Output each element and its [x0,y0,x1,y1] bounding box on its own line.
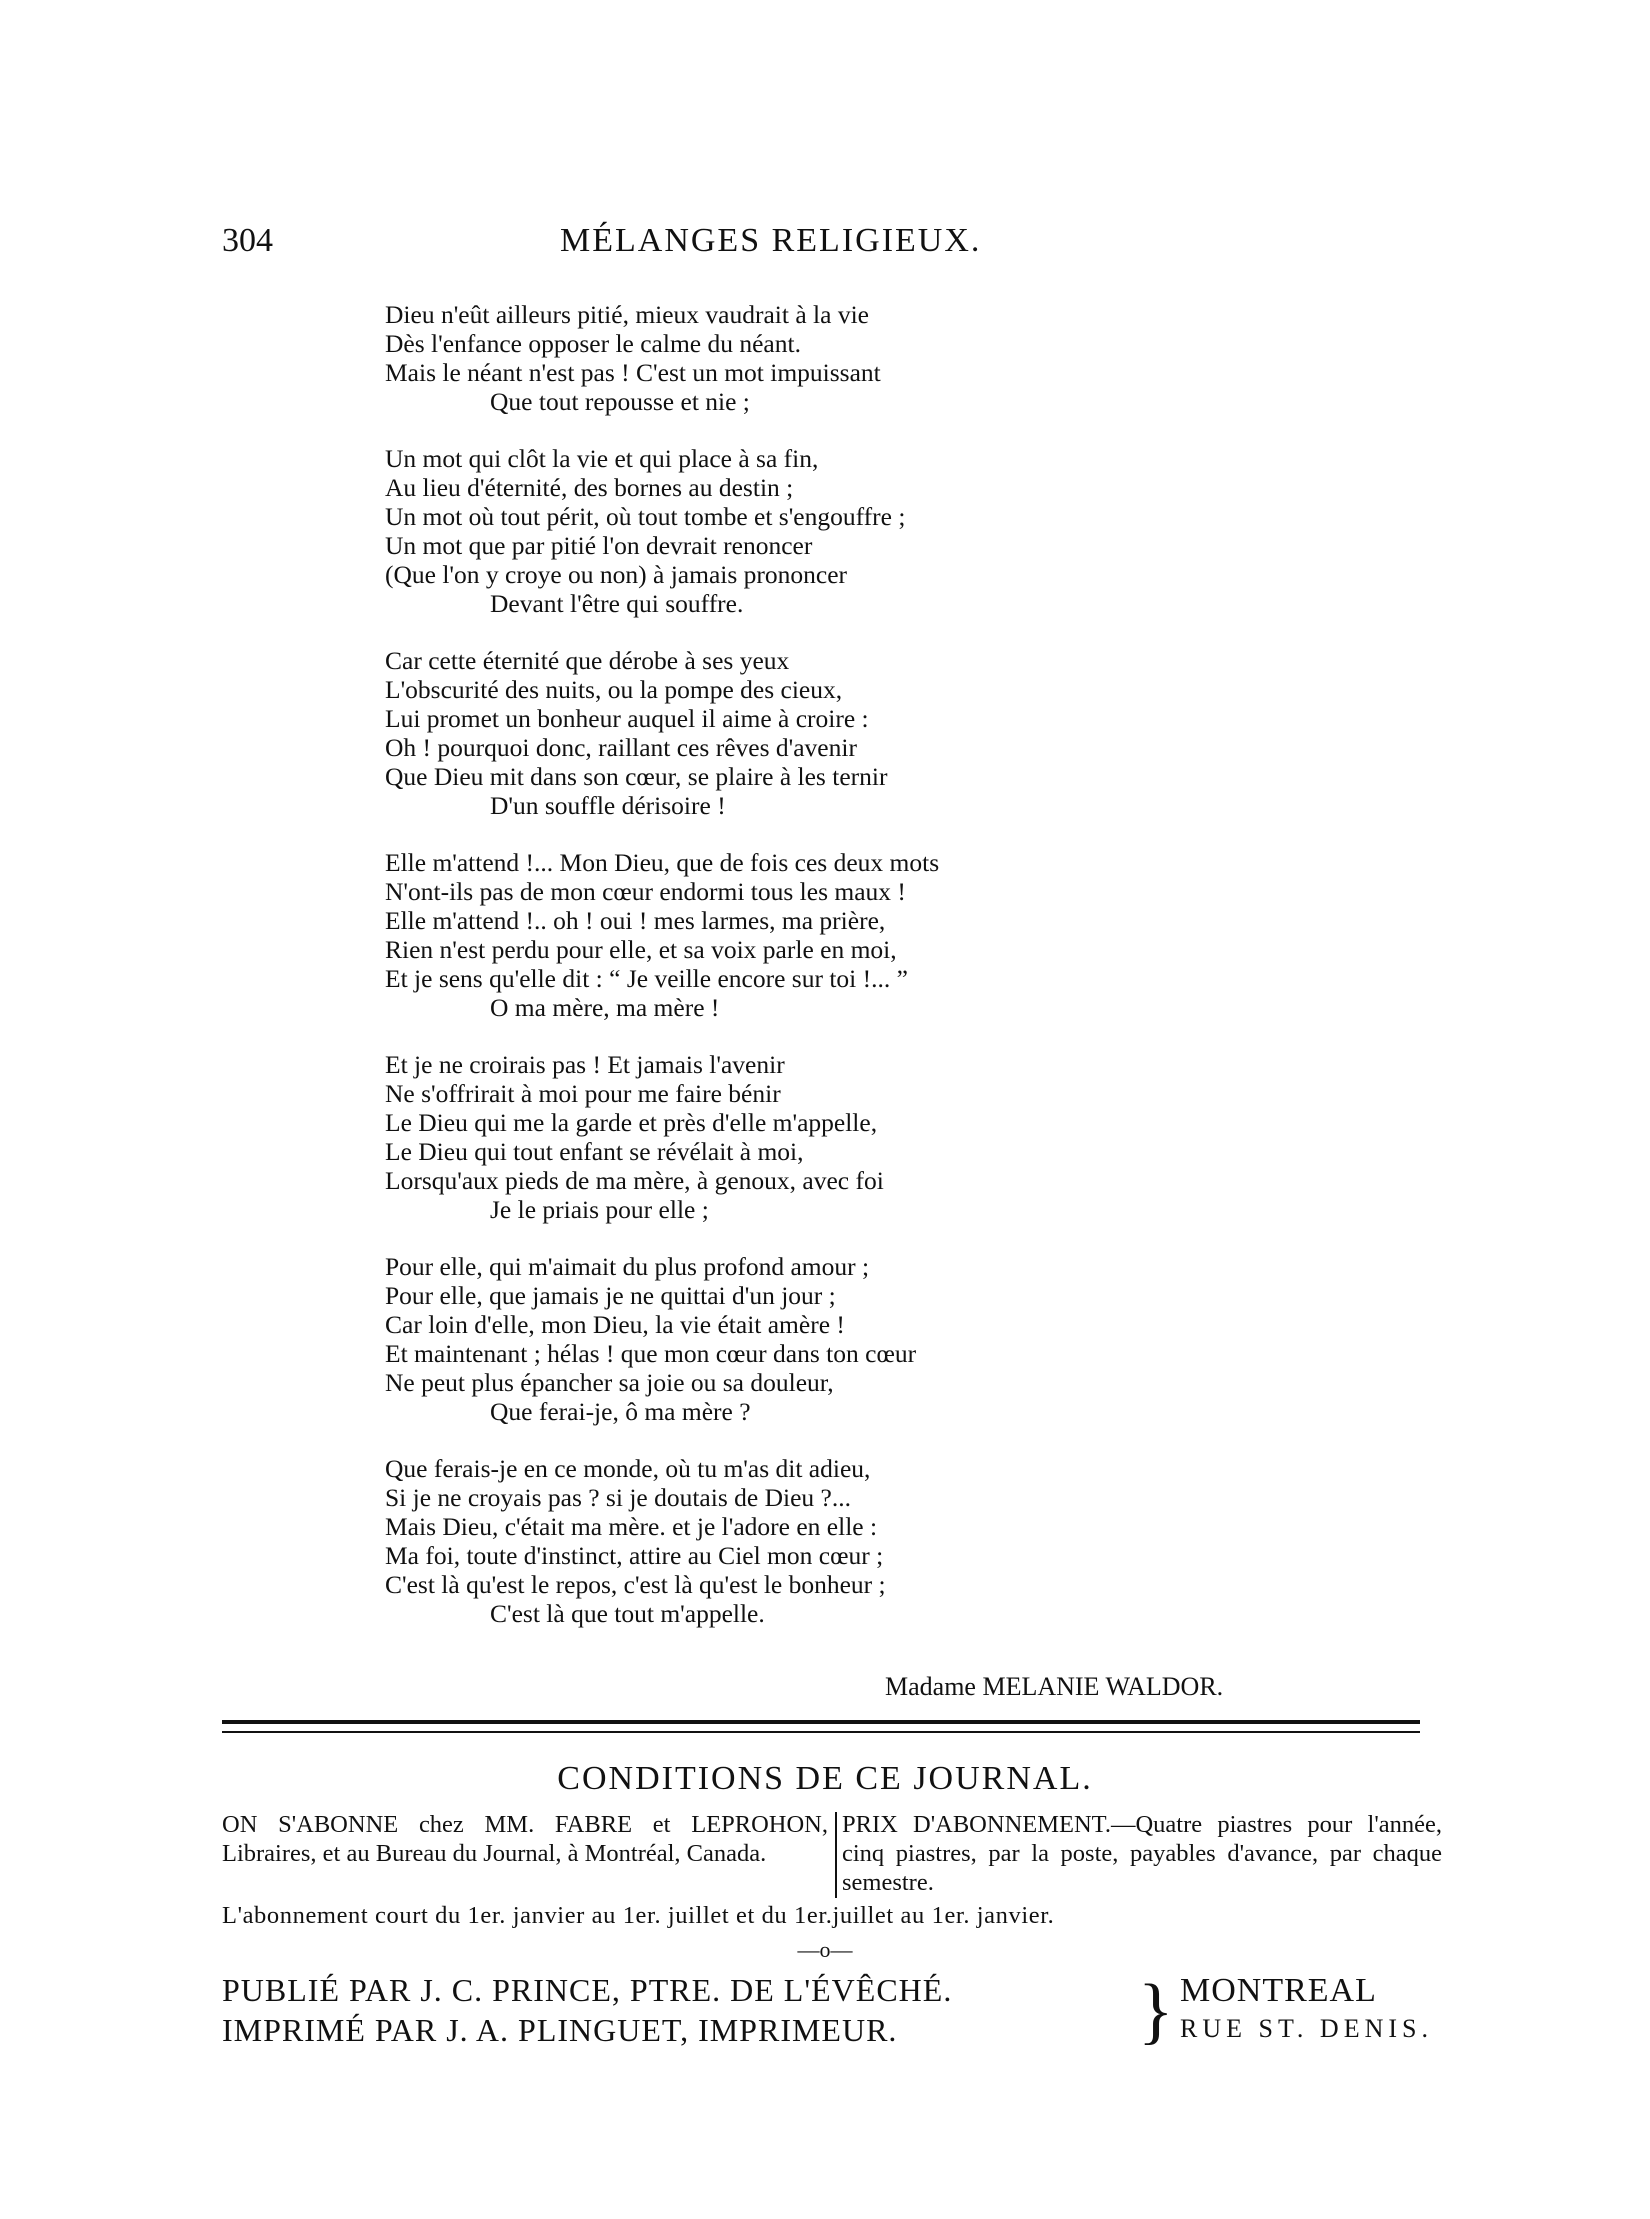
poem-line: Car loin d'elle, mon Dieu, la vie était amère ! [385,1310,845,1339]
poem-line: N'ont-ils pas de mon cœur endormi tous les maux ! [385,877,906,906]
imprint-brace: } [1138,1970,1174,2052]
poem-line: Que Dieu mit dans son cœur, se plaire à les ternir [385,762,888,791]
poem-stanza [385,848,1185,1022]
poem-line: (Que l'on y croye ou non) à jamais prononcer [385,560,848,589]
poem-stanza [385,1050,1185,1224]
poem-line: Et je ne croirais pas ! Et jamais l'avenir [385,1050,785,1079]
poem-line: Ma foi, toute d'instinct, attire au Ciel mon cœur ; [385,1541,884,1570]
poem-stanza [385,1252,1185,1426]
subscription-info: ON S'ABONNE chez MM. FABRE et LEPROHON, Libraires, et au Bureau du Journal, à Montréal, Canada. [222,1811,828,1867]
poem-line: Lui promet un bonheur auquel il aime à croire : [385,704,869,733]
subscription-period: L'abonnement court du 1er. janvier au 1er. juillet et du 1er.juillet au 1er. janvier. [222,1902,1055,1929]
imprint-printer: IMPRIMÉ PAR J. A. PLINGUET, IMPRIMEUR. [222,2012,898,2048]
imprint-publisher: PUBLIÉ PAR J. C. PRINCE, PTRE. DE L'ÉVÊCHÉ. [222,1972,953,2008]
page-number: 304 [222,222,273,259]
poem-line: Lorsqu'aux pieds de ma mère, à genoux, avec foi [385,1166,884,1195]
poem-line: Ne s'offrirait à moi pour me faire bénir [385,1079,781,1108]
poem-line: L'obscurité des nuits, ou la pompe des cieux, [385,675,843,704]
subscription-price: PRIX D'ABONNEMENT.—Quatre piastres pour l'année, cinq piastres, par la poste, payables d'avance, par chaque semestre. [842,1811,1442,1896]
ornament: —o— [797,1937,853,1962]
poem-line: Pour elle, que jamais je ne quittai d'un jour ; [385,1281,836,1310]
poem-line: Et je sens qu'elle dit : “ Je veille encore sur toi !... ” [385,964,908,993]
poem-attribution: Madame MELANIE WALDOR. [885,1672,1224,1701]
poem-line: Mais Dieu, c'était ma mère. et je l'adore en elle : [385,1512,878,1541]
poem-line: Que tout repousse et nie ; [490,387,750,416]
poem-line: C'est là qu'est le repos, c'est là qu'est le bonheur ; [385,1570,886,1599]
conditions-title: CONDITIONS DE CE JOURNAL. [557,1760,1093,1797]
poem-line: D'un souffle dérisoire ! [490,791,726,820]
running-head: MÉLANGES RELIGIEUX. [560,222,982,259]
imprint-street: RUE ST. DENIS. [1180,2014,1433,2043]
poem-stanza [385,646,1185,820]
poem-line: Oh ! pourquoi donc, raillant ces rêves d'avenir [385,733,857,762]
poem-line: Ne peut plus épancher sa joie ou sa douleur, [385,1368,834,1397]
poem-line: Devant l'être qui souffre. [490,589,744,618]
poem-line: Dieu n'eût ailleurs pitié, mieux vaudrait à la vie [385,300,869,329]
poem-stanza [385,444,1185,618]
poem-line: Pour elle, qui m'aimait du plus profond amour ; [385,1252,870,1281]
column-divider [835,1812,837,1898]
poem [385,300,1185,1656]
poem-stanza [385,1454,1185,1628]
poem-line: C'est là que tout m'appelle. [490,1599,765,1628]
poem-line: Un mot que par pitié l'on devrait renoncer [385,531,813,560]
poem-line: Je le priais pour elle ; [490,1195,709,1224]
poem-line: Un mot où tout périt, où tout tombe et s'engouffre ; [385,502,906,531]
poem-line: Mais le néant n'est pas ! C'est un mot impuissant [385,358,881,387]
double-rule-thick [222,1720,1420,1724]
poem-line: Et maintenant ; hélas ! que mon cœur dans ton cœur [385,1339,917,1368]
double-rule-thin [222,1731,1420,1733]
poem-line: Car cette éternité que dérobe à ses yeux [385,646,790,675]
poem-line: Le Dieu qui tout enfant se révélait à moi, [385,1137,804,1166]
poem-stanza [385,300,1185,416]
poem-line: Que ferai-je, ô ma mère ? [490,1397,751,1426]
poem-line: Elle m'attend !... Mon Dieu, que de fois ces deux mots [385,848,940,877]
poem-line: Au lieu d'éternité, des bornes au destin ; [385,473,794,502]
imprint-city: MONTREAL [1180,1972,1377,2009]
poem-line: Elle m'attend !.. oh ! oui ! mes larmes, ma prière, [385,906,886,935]
poem-line: Si je ne croyais pas ? si je doutais de Dieu ?... [385,1483,851,1512]
poem-line: Que ferais-je en ce monde, où tu m'as dit adieu, [385,1454,871,1483]
poem-line: Rien n'est perdu pour elle, et sa voix parle en moi, [385,935,897,964]
poem-line: Le Dieu qui me la garde et près d'elle m'appelle, [385,1108,878,1137]
poem-line: Dès l'enfance opposer le calme du néant. [385,329,801,358]
poem-line: Un mot qui clôt la vie et qui place à sa fin, [385,444,819,473]
poem-line: O ma mère, ma mère ! [490,993,720,1022]
